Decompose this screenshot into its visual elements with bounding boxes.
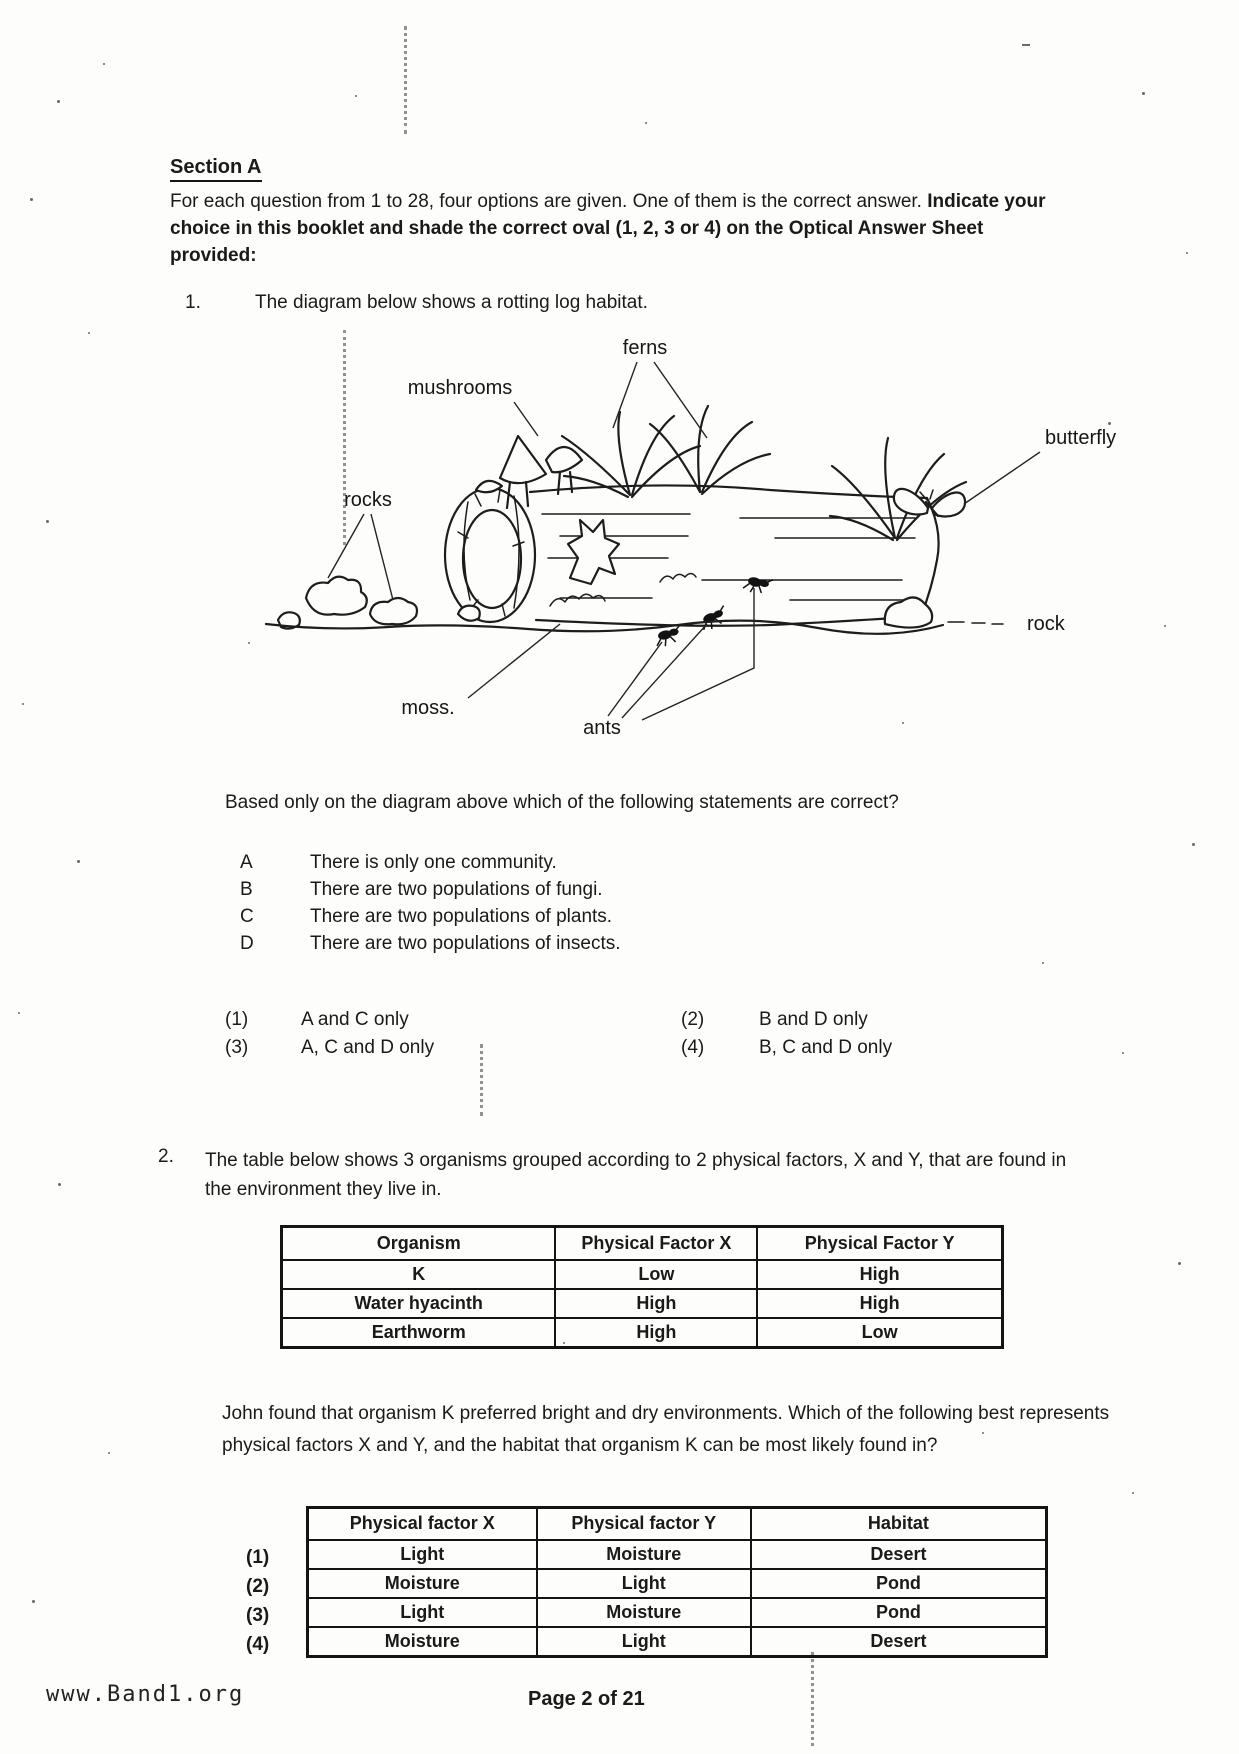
question-1-number: 1. [185,292,201,313]
section-title: Section A [170,156,262,182]
diagram-label-moss: moss. [401,697,455,719]
statement-text: There are two populations of fungi. [310,879,603,900]
diagram-label-ferns: ferns [622,337,668,359]
scan-speck [1132,1492,1134,1494]
table-row [282,1260,1003,1289]
scan-speck [1164,625,1166,627]
table-row [282,1289,1003,1318]
scan-speck [645,122,647,124]
scan-speck [103,63,105,65]
table-row [308,1598,1047,1627]
scan-speck [108,1452,110,1454]
scan-speck [1178,1262,1181,1265]
table-cell: Pond [751,1569,1047,1598]
question-1-statements [240,849,621,957]
diagram-leader-lines [328,362,1040,720]
diagram-label-butterfly: butterfly [1045,427,1117,449]
question-1-prompt: Based only on the diagram above which of the following statements are correct? [225,792,899,813]
table-cell: Moisture [537,1598,751,1627]
leader-line-moss [468,624,560,698]
table-cell: High [555,1289,757,1318]
scan-speck [77,860,80,863]
statement-row [240,876,621,903]
statement-text: There are two populations of insects. [310,933,621,954]
scan-speck [1186,252,1188,254]
table-header-cell: Physical factor X [308,1508,537,1540]
table-cell: Water hyacinth [282,1289,556,1318]
scan-speck [88,332,90,334]
statement-text: There are two populations of plants. [310,906,613,927]
options-table [306,1506,1048,1658]
table-cell: Low [555,1260,757,1289]
choice-text: B, C and D only [759,1037,893,1058]
choice-number: (1) [225,1009,249,1030]
log-illustration [445,485,939,625]
diagram-label-ants: ants [583,717,621,739]
question-2-options [246,1506,1048,1659]
footer-website: www.Band1.org [46,1682,245,1707]
ants-illustration [654,573,773,648]
option-row-label: (3) [246,1605,270,1626]
organism-table [280,1225,1004,1349]
table-cell: K [282,1260,556,1289]
table-cell: Light [537,1627,751,1657]
statement-letter: B [240,879,253,900]
leader-line-ferns [613,362,707,438]
ferns-illustration [562,406,966,540]
table-cell: Moisture [308,1627,537,1657]
bark-knot-illustration [568,520,619,584]
scan-speck [18,1012,20,1014]
choice-number: (2) [681,1009,705,1030]
scan-speck [1022,44,1030,46]
table-cell: Moisture [308,1569,537,1598]
scan-speck [1122,1052,1124,1054]
scan-speck [30,198,33,201]
question-1-choices [225,1006,892,1062]
choice-text: B and D only [759,1009,868,1030]
question-2-text: The table below shows 3 organisms grouped according to 2 physical factors, X and Y, that are found in the environment they live in. [205,1150,1067,1200]
choice-number: (3) [225,1037,249,1058]
scan-speck [1142,92,1145,95]
table-header-row [308,1508,1047,1540]
statement-row [240,930,621,957]
diagram-label-rock: rock [1027,613,1065,635]
question-1-text: The diagram below shows a rotting log habitat. [255,292,648,313]
table-cell: Light [537,1569,751,1598]
table-cell: High [757,1289,1002,1318]
instructions-normal-part: For each question from 1 to 28, four options are given. One of them is the correct answer. [170,191,928,212]
question-2-prompt: John found that organism K preferred bright and dry environments. Which of the following best represents physical factors X and Y, and the habitat that organism K can be most likely found in? [222,1403,1110,1456]
table-header-cell: Physical factor Y [537,1508,751,1540]
leader-line-butterfly [964,452,1040,504]
choice-number: (4) [681,1037,705,1058]
exam-instructions [170,188,1072,269]
table-row [308,1627,1047,1657]
table-cell: Light [308,1598,537,1627]
leader-line-mushrooms [514,402,538,436]
scan-speck [57,100,60,103]
choice-text: A and C only [301,1009,409,1030]
table-header-cell: Physical Factor X [555,1227,757,1260]
diagram-label-rocks: rocks [344,489,392,511]
choice-text: A, C and D only [301,1037,435,1058]
statement-letter: A [240,852,253,873]
statement-row [240,903,621,930]
table-header-cell: Habitat [751,1508,1047,1540]
statement-row [240,849,621,876]
rotting-log-diagram [230,332,1140,742]
scan-speck [22,703,24,705]
table-row [308,1540,1047,1569]
diagram-label-mushrooms: mushrooms [407,377,513,399]
table-row [308,1569,1047,1598]
statement-text: There is only one community. [310,852,557,873]
table-cell: Moisture [537,1540,751,1569]
instructions-bold-part: Indicate your choice in this booklet and shade the correct oval (1, 2, 3 or 4) on the Optical Answer Sheet provided: [170,191,1046,266]
footer-page-number: Page 2 of 21 [528,1688,645,1710]
option-row-label: (4) [246,1634,270,1655]
table-header-row [282,1227,1003,1260]
scan-speck [1042,962,1044,964]
scan-fold-line [404,26,407,134]
table-row [282,1318,1003,1348]
table-header-cell: Organism [282,1227,556,1260]
option-row-label: (1) [246,1547,270,1568]
statement-letter: D [240,933,254,954]
scan-speck [355,95,357,97]
table-cell: Desert [751,1540,1047,1569]
table-cell: High [757,1260,1002,1289]
table-header-cell: Physical Factor Y [757,1227,1002,1260]
question-2-number: 2. [158,1146,174,1167]
scan-fold-line [811,1652,814,1746]
table-cell: High [555,1318,757,1348]
scan-speck [46,520,49,523]
scan-speck [32,1600,35,1603]
table-cell: Low [757,1318,1002,1348]
scan-speck [1192,843,1195,846]
statement-letter: C [240,906,254,927]
table-cell: Desert [751,1627,1047,1657]
table-cell: Earthworm [282,1318,556,1348]
option-row-label: (2) [246,1576,270,1597]
table-cell: Pond [751,1598,1047,1627]
scan-speck [58,1183,61,1186]
leader-line-ants [608,588,754,720]
table-cell: Light [308,1540,537,1569]
option-row-labels [246,1506,306,1659]
